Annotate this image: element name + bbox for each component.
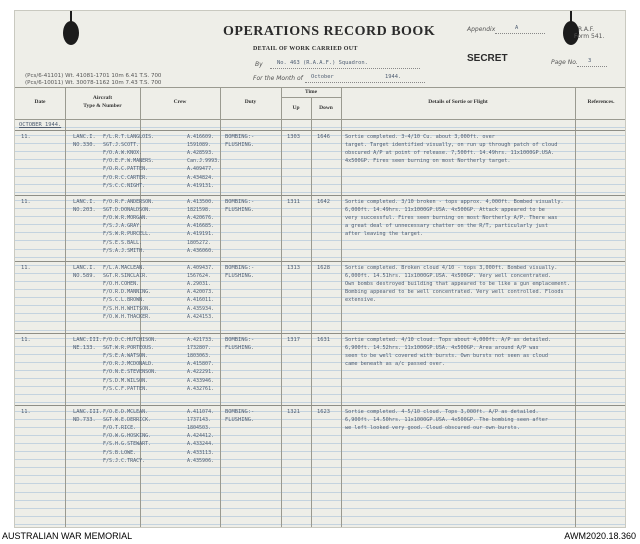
- header-time: Time: [304, 89, 318, 95]
- time-down: 1642: [317, 199, 330, 205]
- crew-member-name: F/S.E.A.WATSON.: [103, 353, 149, 360]
- form-subtitle: DETAIL OF WORK CARRIED OUT: [253, 46, 358, 52]
- aircraft-type-number: LANC.I.: [73, 134, 96, 140]
- archive-reference: AWM2020.18.360: [564, 531, 636, 541]
- crew-service-number: A.420073.: [187, 289, 215, 296]
- archive-credit: AUSTRALIAN WAR MEMORIAL: [2, 531, 133, 541]
- duty-text: BOMBING:-: [225, 337, 255, 343]
- duty-text: BOMBING:-: [225, 409, 255, 415]
- crew-service-number: A.424412.: [187, 433, 215, 440]
- crew-member-name: F/S.A.J.SMITH.: [103, 247, 146, 254]
- crew-member-name: F/S.C.C.NIGHT.: [103, 182, 146, 189]
- crew-member-name: F/O.R.D.MANNING.: [103, 289, 152, 296]
- duty-text: FLUSHING.: [225, 207, 255, 214]
- time-up: 1321: [287, 409, 300, 415]
- entry-separator: [15, 405, 626, 406]
- crew-member-name: SGT.W.E.DERRICK.: [103, 417, 152, 424]
- crew-member-name: F/O.H.COHEN.: [103, 281, 140, 288]
- crew-service-number: A.29031.: [187, 281, 212, 288]
- entry-separator: [15, 261, 626, 262]
- header-duty: Duty: [244, 99, 257, 105]
- record-sheet: [14, 10, 626, 528]
- duty-text: FLUSHING.: [225, 345, 255, 352]
- aircraft-type-number: LANC.III.: [73, 337, 103, 343]
- ruled-line: [15, 330, 626, 331]
- form-code-line1: R.A.F.: [578, 26, 595, 33]
- sortie-detail-line: target. Target identified visually, on run up through patch of cloud: [345, 142, 558, 149]
- duty-text: FLUSHING.: [225, 273, 255, 280]
- printer-line-1: (Pcs/6-41101) Wt. 41081-1701 10m 6.41 T.S. 700: [25, 73, 162, 79]
- crew-member-name: F/O.W.R.MORGAN.: [103, 215, 149, 222]
- crew-service-number: A.435934.: [187, 305, 215, 312]
- time-up: 1317: [287, 337, 300, 343]
- month-rule: [305, 82, 425, 83]
- appendix-value: A: [515, 25, 519, 31]
- crew-member-name: F/S.W.R.PURCELL.: [103, 231, 152, 238]
- aircraft-type-number: LANC.I.: [73, 199, 96, 205]
- duty-text: BOMBING:-: [225, 134, 255, 140]
- crew-service-number: 1737143.: [187, 417, 212, 424]
- ruled-line: [15, 500, 626, 501]
- crew-member-name: F/S.H.G.STEWART.: [103, 441, 152, 448]
- sortie-detail-line: Sortie completed. 4-5/10 cloud. Tops 3,000ft. A/P as detailed.: [345, 409, 539, 415]
- sortie-detail-line: Sortie completed. 3/10 broken - tops approx. 4,000ft. Bombed visually.: [345, 199, 564, 205]
- time-up: 1311: [287, 199, 300, 205]
- header-details: Details of Sortie or Flight: [428, 99, 488, 105]
- crew-service-number: A.432761.: [187, 385, 215, 392]
- crew-service-number: 1567624.: [187, 273, 212, 280]
- header-aircraft: Aircraft: [92, 95, 113, 101]
- duty-text: BOMBING:-: [225, 199, 255, 205]
- crew-member-name: F/S.B.LOWE.: [103, 449, 137, 456]
- secret-stamp: SECRET: [467, 53, 508, 64]
- aircraft-type-number: LANC.I.: [73, 265, 96, 271]
- by-label: By: [255, 61, 263, 68]
- appendix-label: Appendix: [467, 26, 496, 33]
- entry-date: 11.: [21, 409, 31, 415]
- crew-member-name: F/S.C.F.PATTEN.: [103, 385, 149, 392]
- sortie-detail-line: obscured A/P at point of release. 7,500ft. 14.49hrs. 11x1000GP.USA.: [345, 150, 555, 157]
- crew-member-name: F/O.T.RICE.: [103, 425, 137, 432]
- sortie-detail-line: we left looked very good. Cloud obscured our own bursts.: [345, 425, 520, 432]
- sortie-detail-line: 6,000ft. 14.49hrs. 11x1000GP.USA. 4x500GP. Attack appeared to be: [345, 207, 545, 214]
- ruled-line: [15, 402, 626, 403]
- col-divider-duty: [281, 87, 282, 528]
- sortie-detail-line: seen to be well covered with bursts. Own bursts not seen as cloud: [345, 353, 549, 360]
- crew-member-name: F/L.R.T.LANGLOIS.: [103, 134, 155, 140]
- entry-separator: [15, 130, 626, 131]
- crew-service-number: A.419131.: [187, 182, 215, 189]
- crew-service-number: A.416609.: [187, 134, 215, 140]
- crew-service-number: A.413500.: [187, 199, 215, 205]
- crew-service-number: Can.J.9993.: [187, 158, 221, 165]
- crew-service-number: 1803063.: [187, 353, 212, 360]
- crew-service-number: A.436060.: [187, 247, 215, 254]
- sortie-detail-line: Own bombs destroyed building that appeared to be like a gun emplacement.: [345, 281, 570, 288]
- col-divider-up: [311, 97, 312, 528]
- crew-service-number: A.433946.: [187, 377, 215, 384]
- time-down: 1623: [317, 409, 330, 415]
- crew-member-name: F/O.E.D.MCLEAN.: [103, 409, 149, 415]
- sortie-detail-line: a great deal of unnecessary chatter on the R/T, particularly just: [345, 223, 549, 230]
- crew-service-number: A.419191.: [187, 231, 215, 238]
- crew-service-number: A.416011.: [187, 297, 215, 304]
- aircraft-type-number: NO.589.: [73, 273, 96, 280]
- crew-service-number: 1732807.: [187, 345, 212, 352]
- page-rule: [577, 66, 607, 67]
- crew-member-name: F/O.R.F.ANDERSON.: [103, 199, 155, 205]
- aircraft-type-number: NO.203.: [73, 207, 96, 214]
- by-rule: [270, 68, 420, 69]
- sortie-detail-line: Sortie completed. Broken cloud 4/10 - tops 3,000ft. Bombed visually.: [345, 265, 558, 271]
- crew-service-number: A.433244.: [187, 441, 215, 448]
- crew-member-name: F/O.D.C.HUTCHISON.: [103, 337, 158, 343]
- crew-member-name: F/L.A.MACLEAN.: [103, 265, 146, 271]
- ruled-line: [15, 192, 626, 193]
- crew-service-number: 1804503.: [187, 425, 212, 432]
- table-top-border: [15, 87, 626, 88]
- sortie-detail-line: very successful. Fires seen burning on most Northerly A/P. There was: [345, 215, 558, 222]
- time-down: 1646: [317, 134, 330, 140]
- duty-text: FLUSHING.: [225, 142, 255, 149]
- col-divider-date: [65, 87, 66, 528]
- entry-separator: [15, 195, 626, 196]
- crew-member-name: F/O.R.C.CARTER.: [103, 174, 149, 181]
- crew-member-name: F/O.N.E.STEVENSON.: [103, 369, 158, 376]
- col-divider-details: [575, 87, 576, 528]
- crew-member-name: F/O.W.G.HOSKING.: [103, 433, 152, 440]
- crew-service-number: A.420676.: [187, 215, 215, 222]
- crew-member-name: F/S.C.L.BROWN.: [103, 297, 146, 304]
- crew-member-name: F/O.R.C.PATTEN.: [103, 166, 149, 173]
- crew-member-name: F/S.J.A.GRAY.: [103, 223, 143, 230]
- crew-member-name: F/S.J.C.TRACY.: [103, 457, 146, 464]
- col-divider-crew: [220, 87, 221, 528]
- page-label: Page No.: [551, 59, 578, 66]
- form-title: OPERATIONS RECORD BOOK: [223, 24, 436, 39]
- header-references: References.: [587, 99, 615, 105]
- crew-service-number: A.433113.: [187, 449, 215, 456]
- crew-member-name: F/S.H.H.WHITSON.: [103, 305, 152, 312]
- crew-service-number: 1805272.: [187, 239, 212, 246]
- sortie-detail-line: 6,900ft. 14.50hrs. 11x1000GP.USA. 4x500GP. The bombing seen after: [345, 417, 549, 424]
- sortie-detail-line: came beneath as a/c passed over.: [345, 361, 445, 368]
- time-down: 1631: [317, 337, 330, 343]
- ruled-line: [15, 508, 626, 509]
- ruled-line: [15, 492, 626, 493]
- punch-hole-left: [63, 21, 79, 45]
- entry-date: 11.: [21, 265, 31, 271]
- ruled-line: [15, 516, 626, 517]
- year-value: 1944.: [385, 74, 402, 80]
- squadron-value: No. 463 (R.A.A.F.) Squadron.: [277, 60, 368, 66]
- month-value: October: [311, 74, 334, 80]
- sortie-detail-line: Bombing appeared to be well concentrated. Very well controlled. Floods: [345, 289, 564, 296]
- ruled-line: [15, 394, 626, 395]
- header-down: Down: [319, 105, 333, 111]
- col-divider-down: [341, 87, 342, 528]
- crew-service-number: A.409477.: [187, 166, 215, 173]
- printer-line-2: (Pcs/6-10011) Wt. 30078-1162 10m 7.43 T.S. 700: [25, 80, 162, 86]
- header-up: Up: [292, 105, 300, 111]
- time-down: 1628: [317, 265, 330, 271]
- form-code-line2: Form 541.: [574, 33, 605, 40]
- crew-member-name: F/S.D.M.WILSON.: [103, 377, 149, 384]
- ruled-line: [15, 524, 626, 525]
- header-date: Date: [34, 99, 46, 105]
- crew-service-number: A.428593.: [187, 150, 215, 157]
- crew-service-number: A.424153.: [187, 313, 215, 320]
- entry-separator: [15, 333, 626, 334]
- ruled-line: [15, 321, 626, 322]
- operations-table: [15, 87, 626, 528]
- entry-date: 11.: [21, 134, 31, 140]
- sortie-detail-line: extensive.: [345, 297, 377, 304]
- ruled-line: [15, 257, 626, 258]
- aircraft-type-number: NO.330.: [73, 142, 96, 149]
- header-aircraft-type: Type & Number: [83, 103, 122, 109]
- sortie-detail-line: after leaving the target.: [345, 231, 424, 238]
- page-number: 3: [588, 58, 592, 64]
- crew-service-number: A.422291.: [187, 369, 215, 376]
- crew-service-number: A.434824.: [187, 174, 215, 181]
- aircraft-type-number: LANC.III.: [73, 409, 103, 415]
- crew-service-number: A.421733.: [187, 337, 215, 343]
- crew-member-name: F/O.A.W.KNOX.: [103, 150, 143, 157]
- crew-service-number: A.411074.: [187, 409, 215, 415]
- duty-text: FLUSHING.: [225, 417, 255, 424]
- crew-service-number: 1591089.: [187, 142, 212, 149]
- appendix-rule: [495, 33, 545, 34]
- crew-member-name: F/S.E.S.BALL.: [103, 239, 143, 246]
- ruled-line: [15, 475, 626, 476]
- crew-member-name: F/O.R.J.MCDONALD.: [103, 361, 155, 368]
- aircraft-type-number: NE.133.: [73, 345, 96, 352]
- crew-service-number: A.435906.: [187, 457, 215, 464]
- crew-member-name: SGT.R.SINCLAIR.: [103, 273, 149, 280]
- sortie-detail-line: Sortie completed. 4/10 cloud. Tops about 4,000ft. A/P as detailed.: [345, 337, 552, 343]
- entry-date: 11.: [21, 337, 31, 343]
- sortie-detail-line: 6,900ft. 14.52hrs. 11x1000GP.USA. 4x500GP. Area around A/P was: [345, 345, 539, 352]
- crew-service-number: A.415807.: [187, 361, 215, 368]
- sortie-detail-line: 6,000ft. 14.51hrs. 11x1000GP.USA. 4x500GP. Very well concentrated.: [345, 273, 552, 280]
- crew-service-number: 1821598.: [187, 207, 212, 214]
- crew-member-name: SGT.D.DONALDSON.: [103, 207, 152, 214]
- month-label: For the Month of: [253, 75, 303, 82]
- time-up: 1313: [287, 265, 300, 271]
- header-bottom-border: [15, 119, 626, 120]
- sortie-detail-line: Sortie completed. 3-4/10 Cu. about 3,000ft. over: [345, 134, 495, 140]
- crew-member-name: SGT.J.SCOTT.: [103, 142, 140, 149]
- time-up: 1303: [287, 134, 300, 140]
- month-heading: OCTOBER 1944.: [19, 122, 62, 128]
- crew-member-name: F/O.E.F.W.MANERS.: [103, 158, 155, 165]
- ruled-line: [15, 127, 626, 128]
- entry-date: 11.: [21, 199, 31, 205]
- crew-member-name: SGT.W.R.PORTEOUS.: [103, 345, 155, 352]
- sortie-detail-line: 4x500GP. Fires seen burning on most Northerly target.: [345, 158, 511, 165]
- crew-member-name: F/O.W.H.THACKER.: [103, 313, 152, 320]
- crew-service-number: A.409437.: [187, 265, 215, 271]
- aircraft-type-number: ND.733.: [73, 417, 96, 424]
- duty-text: BOMBING:-: [225, 265, 255, 271]
- crew-service-number: A.416685.: [187, 223, 215, 230]
- ruled-line: [15, 467, 626, 468]
- ruled-line: [15, 483, 626, 484]
- header-crew: Crew: [173, 99, 187, 105]
